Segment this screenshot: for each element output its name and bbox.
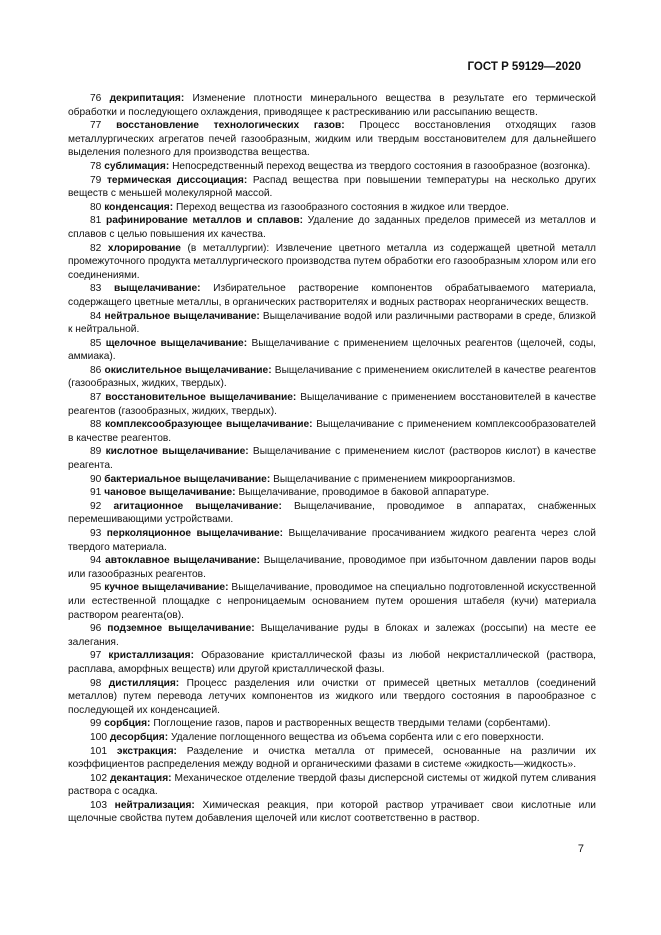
term-number: 87 bbox=[90, 392, 102, 404]
term-entry bbox=[68, 486, 596, 500]
term-definition: Химическая реакция, при которой раствор утрачивает свои кислотные или щелочные свойства путем добавления щелочей или кислот соответственно в раствор. bbox=[68, 799, 596, 825]
term-number: 97 bbox=[90, 650, 102, 662]
term-entry bbox=[68, 799, 596, 826]
term-definition: Механическое отделение твердой фазы дисперсной системы от жидкой путем сливания раствора с осадка. bbox=[68, 772, 596, 798]
term-name: комплексообразующее выщелачивание: bbox=[105, 419, 313, 431]
term-definition: Распад вещества при повышении температуры на несколько других веществ с меньшей молекулярной массой. bbox=[68, 174, 596, 200]
term-entry bbox=[68, 445, 596, 472]
term-number: 79 bbox=[90, 174, 102, 186]
term-entry bbox=[68, 622, 596, 649]
term-entry bbox=[68, 772, 596, 799]
term-definition: Выщелачивание, проводимое при избыточном давлении паров воды или газообразных реагентов. bbox=[68, 555, 597, 580]
term-name: кристаллизация: bbox=[108, 650, 194, 662]
term-number: 102 bbox=[90, 772, 107, 784]
term-name: рафинирование металлов и сплавов: bbox=[106, 215, 303, 227]
term-definition: Выщелачивание с применением окислителей в качестве реагентов (газообразных, жидких, твердых). bbox=[68, 364, 596, 390]
term-number: 92 bbox=[90, 500, 102, 512]
term-number: 86 bbox=[90, 364, 102, 376]
term-definition: Выщелачивание с применением восстановителей в качестве реагентов (газообразных, жидких, твердых). bbox=[68, 392, 596, 417]
term-name: конденсация: bbox=[104, 201, 174, 213]
term-entry bbox=[68, 731, 596, 745]
term-definition: Выщелачивание с применением микроорганизмов. bbox=[273, 473, 516, 485]
term-definition: Выщелачивание, проводимое в баковой аппаратуре. bbox=[238, 487, 490, 499]
term-definition: Поглощение газов, паров и растворенных веществ твердыми телами (сорбентами). bbox=[153, 718, 551, 730]
term-number: 76 bbox=[90, 93, 102, 104]
term-number: 91 bbox=[90, 487, 102, 499]
term-entry bbox=[68, 677, 596, 718]
term-definition: Непосредственный переход вещества из твердого состояния в газообразное (возгонка). bbox=[172, 160, 591, 172]
term-entry bbox=[68, 364, 596, 391]
term-entry bbox=[68, 92, 596, 119]
term-name: выщелачивание: bbox=[113, 283, 201, 295]
term-entry bbox=[68, 282, 596, 309]
term-entry bbox=[68, 717, 596, 731]
term-name: восстановительное выщелачивание: bbox=[105, 392, 297, 404]
term-name: декрипитация: bbox=[109, 93, 185, 104]
term-number: 96 bbox=[90, 623, 102, 635]
term-entry bbox=[68, 649, 596, 676]
term-definition: Разделение и очистка металла от примесей, основанные на различии их коэффициентов распределения между водной и органическими фазами в системе «жидкость—жидкость». bbox=[68, 745, 596, 771]
term-definition: Выщелачивание просачиванием жидкого реагента через слой твердого материала. bbox=[68, 528, 596, 553]
term-definition: Выщелачивание руды в блоках и залежах (россыпи) на месте ее залегания. bbox=[68, 623, 596, 648]
term-entry bbox=[68, 418, 596, 445]
term-name: десорбция: bbox=[109, 731, 169, 743]
term-name: перколяционное выщелачивание: bbox=[106, 528, 284, 539]
term-number: 95 bbox=[90, 582, 102, 594]
document-code: ГОСТ Р 59129—2020 bbox=[467, 61, 581, 73]
term-definition: Процесс разделения или очистки от примесей цветных металлов (соединений металлов) путем перевода летучих компонентов из жидкого или твердого состояния в парообразное с последующей их конденсацией. bbox=[68, 677, 596, 716]
term-number: 99 bbox=[90, 718, 102, 730]
term-name: кислотное выщелачивание: bbox=[105, 446, 249, 458]
term-number: 77 bbox=[90, 120, 102, 132]
term-definition: Выщелачивание с применением щелочных реагентов (щелочей, соды, аммиака). bbox=[68, 337, 596, 363]
term-number: 82 bbox=[90, 242, 102, 254]
term-number: 101 bbox=[90, 745, 107, 757]
term-entry bbox=[68, 214, 596, 241]
terms-list bbox=[68, 92, 596, 826]
term-name: чановое выщелачивание: bbox=[104, 487, 236, 499]
term-name: сублимация: bbox=[104, 160, 170, 172]
term-definition: Выщелачивание с применением комплексообразователей в качестве реагентов. bbox=[68, 419, 596, 444]
term-entry bbox=[68, 500, 596, 527]
term-number: 90 bbox=[90, 473, 102, 485]
term-number: 94 bbox=[90, 555, 102, 567]
term-entry bbox=[68, 581, 596, 622]
term-name: хлорирование bbox=[107, 242, 181, 254]
term-definition: Выщелачивание водой или различными растворами в среде, близкой к нейтральной. bbox=[68, 310, 596, 336]
term-number: 88 bbox=[90, 419, 102, 431]
term-number: 78 bbox=[90, 160, 102, 172]
term-definition: Процесс восстановления отходящих газов металлургических агрегатов печей газообразным, жидким или твердым восстановителем для дальнейшего выделения полезного для производства вещества. bbox=[68, 120, 596, 159]
term-name: бактериальное выщелачивание: bbox=[104, 473, 271, 485]
term-entry bbox=[68, 119, 596, 160]
term-entry bbox=[68, 745, 596, 772]
term-number: 93 bbox=[90, 528, 102, 539]
term-definition: Изменение плотности минерального вещества в результате его термической обработки и последующего охлаждения, приводящее к растрескиванию или рассыпанию веществ. bbox=[68, 93, 596, 118]
term-name: дистилляция: bbox=[108, 677, 180, 689]
term-definition: Удаление поглощенного вещества из объема сорбента или с его поверхности. bbox=[170, 731, 544, 743]
term-name: восстановление технологических газов: bbox=[116, 120, 345, 132]
term-name: щелочное выщелачивание: bbox=[105, 337, 248, 349]
term-entry bbox=[68, 337, 596, 364]
term-entry bbox=[68, 554, 596, 581]
term-entry bbox=[68, 174, 596, 201]
term-name: автоклавное выщелачивание: bbox=[105, 555, 260, 567]
term-definition: (в металлургии): Извлечение цветного металла из содержащей цветной металл промежуточного продукта металлургического производства путем обработки его газообразным хлором или его соединениями. bbox=[68, 242, 596, 281]
term-definition: Выщелачивание с применением кислот (растворов кислот) в качестве реагента. bbox=[68, 446, 596, 472]
term-number: 84 bbox=[90, 310, 102, 322]
term-number: 85 bbox=[90, 337, 102, 349]
term-entry bbox=[68, 310, 596, 337]
term-entry bbox=[68, 527, 596, 554]
term-name: окислительное выщелачивание: bbox=[104, 364, 272, 376]
term-name: декантация: bbox=[109, 772, 172, 784]
term-definition: Переход вещества из газообразного состояния в жидкое или твердое. bbox=[175, 201, 509, 213]
term-number: 89 bbox=[90, 446, 102, 458]
term-entry bbox=[68, 201, 596, 215]
term-number: 83 bbox=[90, 283, 102, 295]
term-name: экстракция: bbox=[116, 745, 177, 757]
term-name: нейтральное выщелачивание: bbox=[104, 310, 260, 322]
term-definition: Избирательное растворение компонентов обрабатываемого материала, содержащего цветные металлы, в органических растворителях и водных растворах неорганических веществ. bbox=[68, 283, 596, 308]
term-name: сорбция: bbox=[104, 718, 151, 730]
term-name: термическая диссоциация: bbox=[106, 174, 248, 186]
term-name: агитационное выщелачивание: bbox=[113, 500, 282, 512]
term-name: подземное выщелачивание: bbox=[107, 623, 255, 635]
term-name: нейтрализация: bbox=[114, 799, 195, 811]
term-entry bbox=[68, 391, 596, 418]
term-number: 80 bbox=[90, 201, 102, 213]
term-entry bbox=[68, 160, 596, 174]
term-number: 103 bbox=[90, 799, 107, 811]
term-number: 100 bbox=[90, 731, 107, 743]
term-definition: Образование кристаллической фазы из любой некристаллической (раствора, расплава, аморфных веществ) или другой кристаллической фазы. bbox=[68, 650, 596, 675]
term-number: 81 bbox=[90, 215, 102, 227]
term-number: 98 bbox=[90, 677, 102, 689]
term-entry bbox=[68, 242, 596, 283]
term-definition: Выщелачивание, проводимое на специально подготовленной искусственной или естественной площадке с непроницаемым основанием путем орошения штабеля (кучи) материала раствором реагента(ов). bbox=[68, 582, 596, 621]
page-number: 7 bbox=[577, 843, 584, 855]
term-entry bbox=[68, 473, 596, 487]
term-definition: Выщелачивание, проводимое в аппаратах, снабженных перемешивающими устройствами. bbox=[68, 500, 596, 526]
term-name: кучное выщелачивание: bbox=[104, 582, 229, 594]
term-definition: Удаление до заданных пределов примесей из металлов и сплавов с целью повышения их качества. bbox=[68, 215, 596, 240]
